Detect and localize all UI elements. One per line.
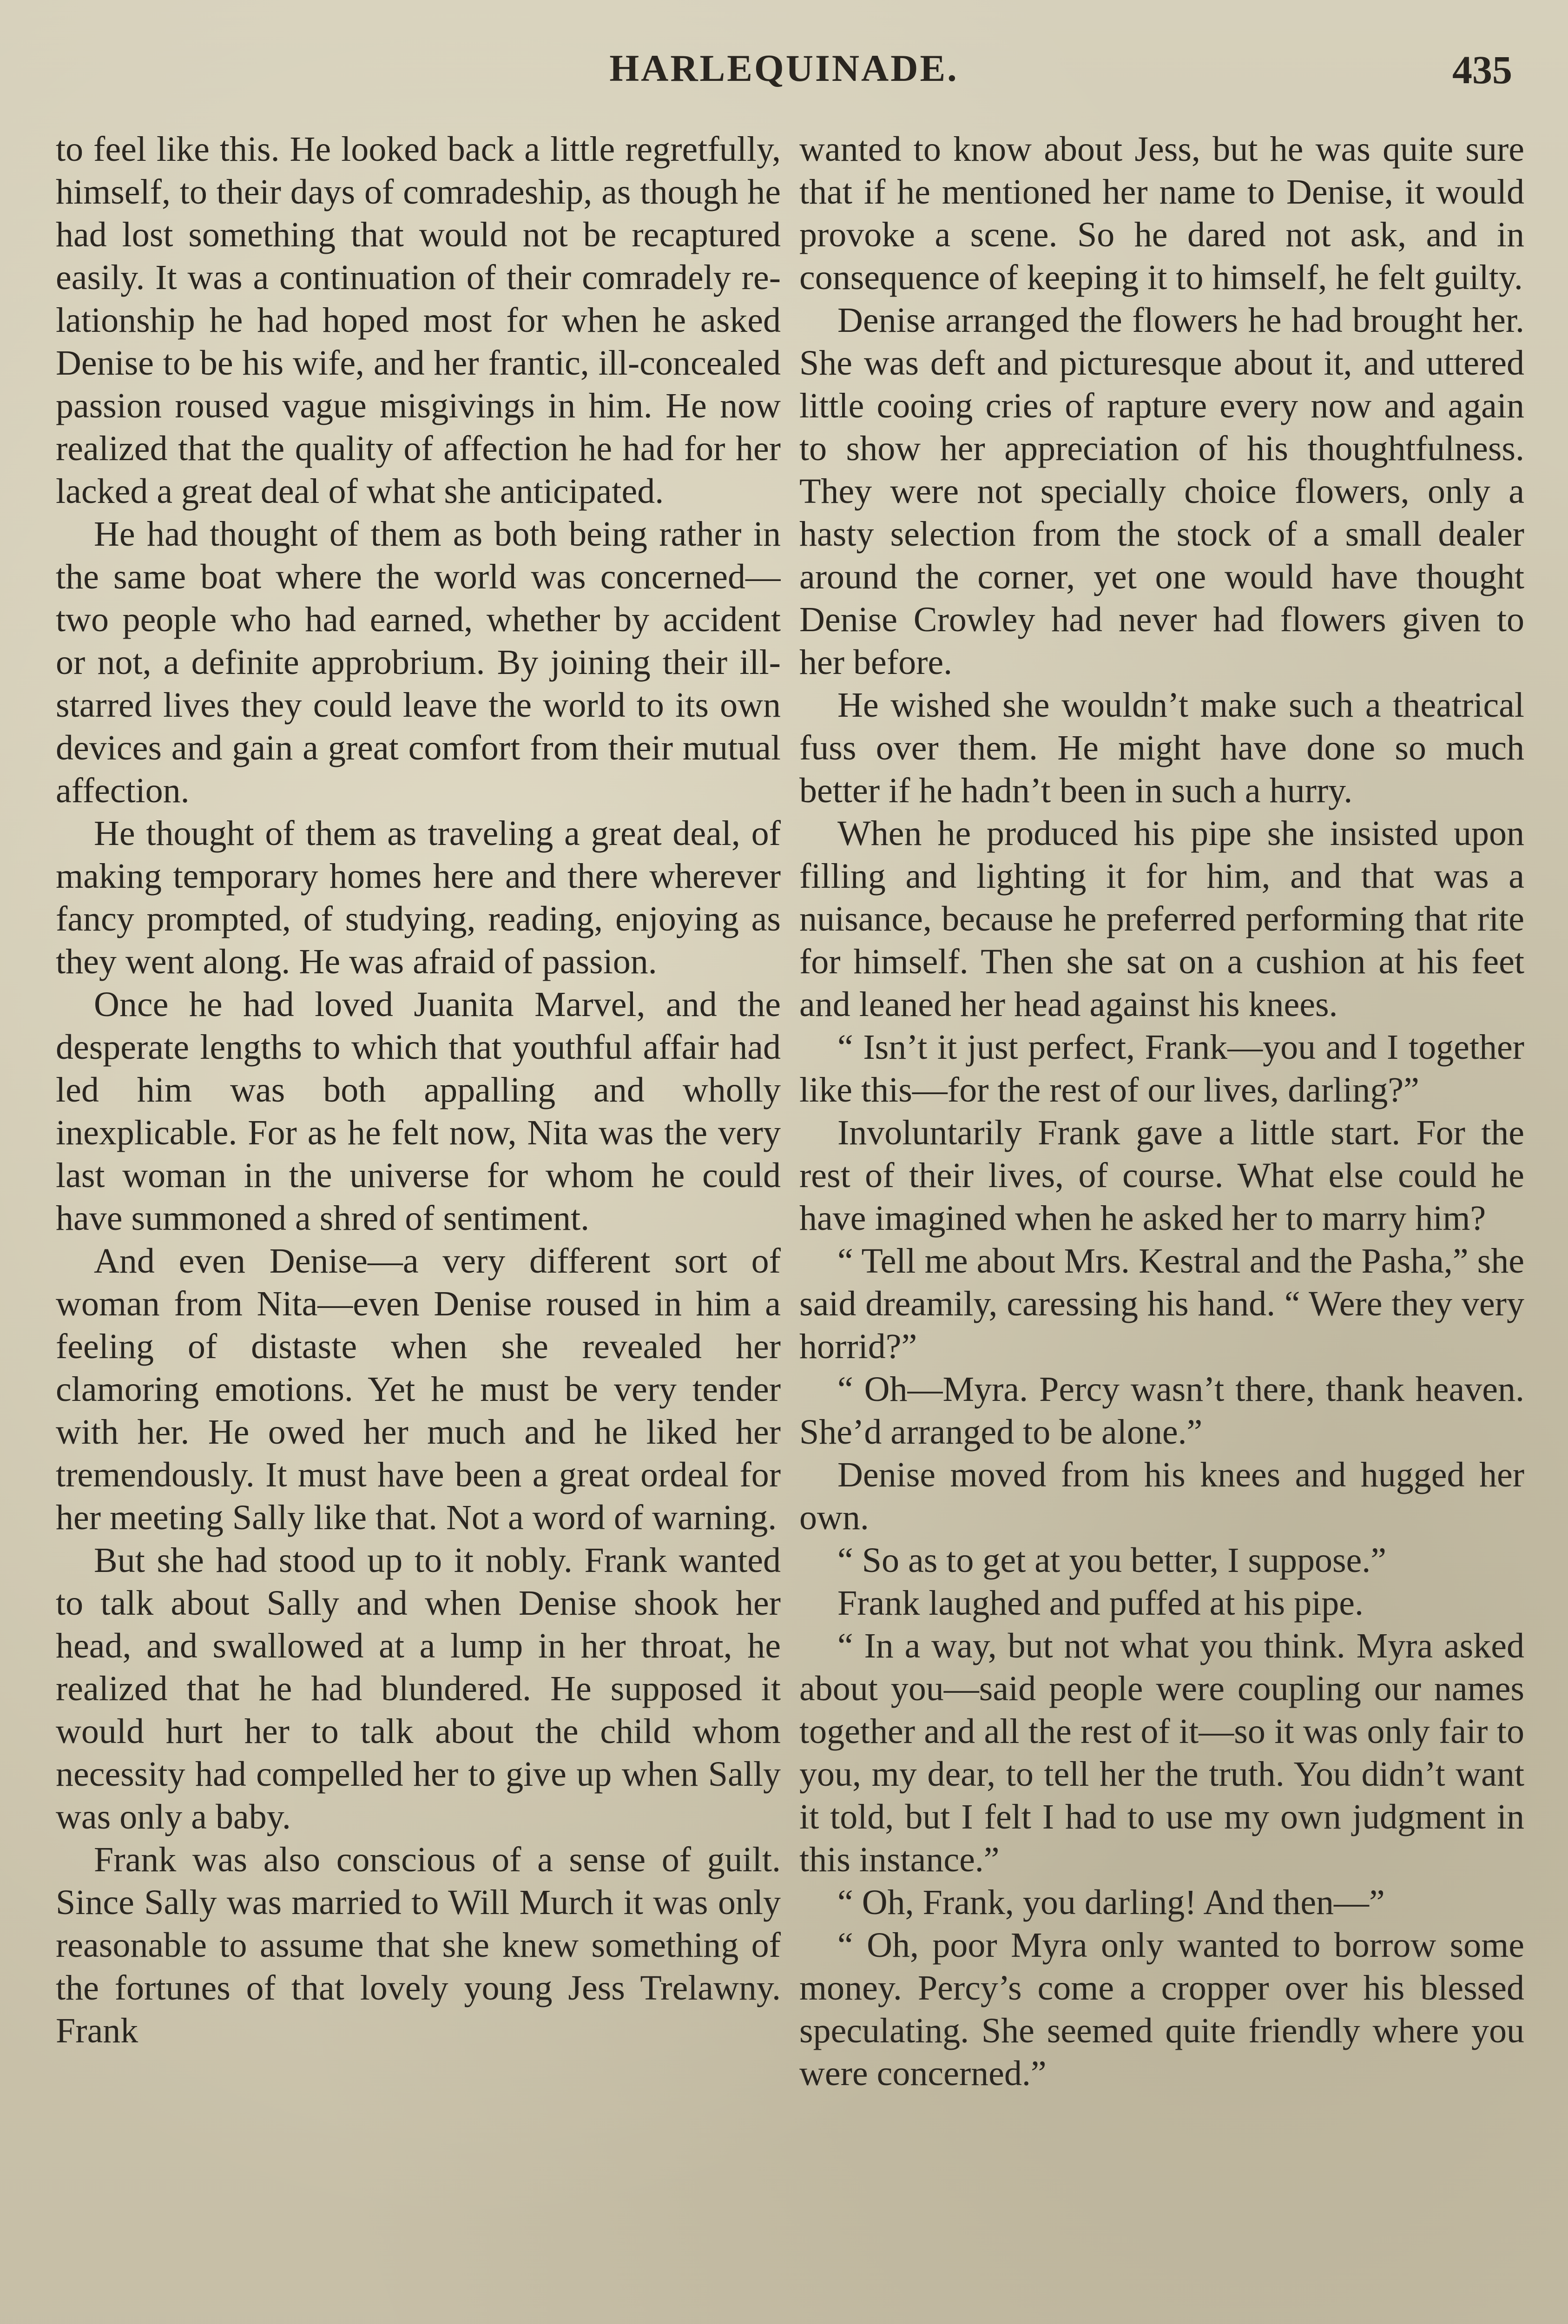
left-column [56, 128, 781, 2324]
paragraph: “ Oh—Myra. Percy wasn’t there, thank heaven. She’d arranged to be alone.” [799, 1370, 1524, 1452]
paragraph: “ In a way, but not what you think. Myra asked about you—said people were coupling our names together and all the rest of it—so it was only fair to you, my dear, to tell her the truth. You didn’t want it told, but I felt I had to use my own judgment in this instance.” [799, 1626, 1524, 1879]
paragraph: Frank was also conscious of a sense of guilt. Since Sally was married to Will Murch it was only reasonable to assume that she knew something of the fortunes of that lovely young Jess Trelawny. Frank [56, 1840, 781, 2050]
page-number: 435 [1452, 47, 1512, 92]
paragraph: “ Tell me about Mrs. Kestral and the Pasha,” she said dreamily, caressing his hand. “ Were they very horrid?” [799, 1241, 1524, 1366]
paragraph: wanted to know about Jess, but he was quite sure that if he mentioned her name to Denise, it would provoke a scene. So he dared not ask, and in consequence of keeping it to himself, he felt guilty. [799, 130, 1524, 297]
page-header [0, 46, 1568, 107]
paragraph: “ Oh, Frank, you darling! And then—” [837, 1883, 1385, 1922]
right-column [799, 128, 1524, 2324]
paragraph: Once he had loved Juanita Marvel, and the desperate lengths to which that youthful affair had led him was both appalling and wholly inexplicable. For as he felt now, Nita was the very last woman in the universe for whom he could have summoned a shred of sentiment. [56, 985, 781, 1238]
paragraph: to feel like this. He looked back a little regretfully, himself, to their days of comradeship, as though he had lost something that would not be recaptured easily. It was a continuation of their comradely relationship he had hoped most for when he asked Denise to be his wife, and her frantic, ill-concealed passion roused vague misgivings in him. He now realized that the quality of affection he had for her lacked a great deal of what she anticipated. [56, 130, 781, 511]
paragraph: And even Denise—a very different sort of woman from Nita—even Denise roused in him a feeling of distaste when she revealed her clamoring emotions. Yet he must be very tender with her. He owed her much and he liked her tremendously. It must have been a great ordeal for her meeting Sally like that. Not a word of warning. [56, 1241, 781, 1537]
paragraph: Denise moved from his knees and hugged her own. [799, 1455, 1524, 1537]
paragraph: When he produced his pipe she insisted upon filling and lighting it for him, and that was a nuisance, because he preferred performing that rite for himself. Then she sat on a cushion at his feet and leaned her head against his knees. [799, 814, 1524, 1024]
paragraph: “ Isn’t it just perfect, Frank—you and I together like this—for the rest of our lives, darling?” [799, 1028, 1524, 1109]
paragraph: But she had stood up to it nobly. Frank wanted to talk about Sally and when Denise shook her head, and swallowed at a lump in her throat, he realized that he had blundered. He supposed it would hurt her to talk about the child whom necessity had compelled her to give up when Sally was only a baby. [56, 1541, 781, 1836]
paragraph: He thought of them as traveling a great deal, of making temporary homes here and there wherever fancy prompted, of studying, reading, enjoying as they went along. He was afraid of passion. [56, 814, 781, 981]
paragraph: Frank laughed and puffed at his pipe. [837, 1584, 1364, 1623]
paragraph: He wished she wouldn’t make such a theatrical fuss over them. He might have done so much better if he hadn’t been in such a hurry. [799, 686, 1524, 810]
running-title: HARLEQUINADE. [609, 47, 959, 89]
paragraph: “ Oh, poor Myra only wanted to borrow some money. Percy’s come a cropper over his blessed speculating. She seemed quite friendly where you were concerned.” [799, 1926, 1524, 2093]
paragraph: He had thought of them as both being rather in the same boat where the world was concerned—two people who had earned, whether by accident or not, a definite approbrium. By joining their ill-starred lives they could leave the world to its own devices and gain a great comfort from their mutual affection. [56, 515, 781, 810]
paragraph: “ So as to get at you better, I suppose.” [837, 1541, 1387, 1580]
paragraph: Denise arranged the flowers he had brought her. She was deft and picturesque about it, and uttered little cooing cries of rapture every now and again to show her appreciation of his thoughtfulness. They were not specially choice flowers, only a hasty selection from the stock of a small dealer around the corner, yet one would have thought Denise Crowley had never had flowers given to her before. [799, 301, 1524, 682]
paragraph: Involuntarily Frank gave a little start. For the rest of their lives, of course. What else could he have imagined when he asked her to marry him? [799, 1113, 1524, 1238]
